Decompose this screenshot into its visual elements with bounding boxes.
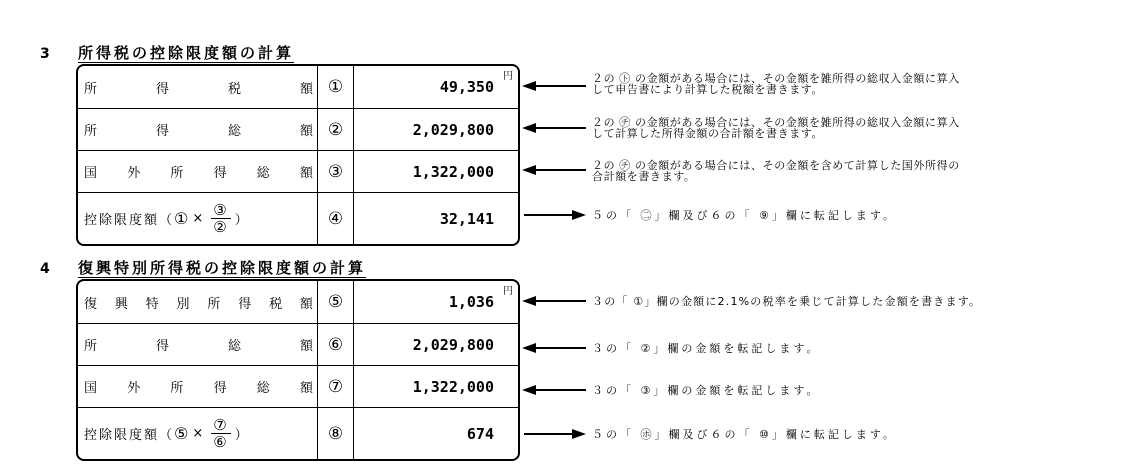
note-deduction-limit: ５の「 ㊁」欄及び６の「 ⑨」欄に転記します。	[592, 209, 897, 222]
section-3-title: 所得税の控除限度額の計算	[78, 44, 295, 62]
note-foreign-income: ２の ㋠ の金額がある場合には、その金額を含めて計算した国外所得の 合計額を書きます。	[592, 159, 960, 183]
value-field[interactable]: 674	[466, 424, 494, 443]
arrow-right-icon	[524, 429, 586, 439]
label-income-tax: 所 得 税 額	[78, 66, 318, 108]
section-4-title: 復興特別所得税の控除限度額の計算	[78, 259, 367, 277]
fraction: $\frac{\text{③}}{\text{②}}$	[213, 201, 229, 236]
circle-number: ③	[318, 151, 354, 192]
label-total-income: 所 得 総 額	[78, 324, 318, 365]
value-field[interactable]: 2,029,800	[412, 335, 494, 354]
circle-number: ①	[318, 66, 354, 108]
unit-label: 円	[503, 286, 513, 297]
arrow-left-icon	[522, 165, 586, 175]
arrow-left-icon	[522, 81, 586, 91]
value-field[interactable]: 円 1,036	[354, 281, 518, 323]
value-field[interactable]: 32,141	[439, 209, 494, 228]
note-foreign-income-4: ３の「 ③」欄の金額を転記します。	[592, 384, 821, 397]
arrow-left-icon	[522, 385, 586, 395]
circle-number: ⑦	[318, 366, 354, 407]
note-income-tax: ２の ㋣ の金額がある場合には、その金額を雑所得の総収入金額に算入 して申告書により計算した税額を書きます。	[592, 72, 960, 96]
label-reconstruction-tax: 復 興 特 別 所 得 税 額	[78, 281, 318, 323]
circle-number: ④	[318, 193, 354, 244]
value-field[interactable]: 円 49,350	[354, 66, 518, 108]
arrow-left-icon	[522, 343, 586, 353]
arrow-left-icon	[522, 296, 586, 306]
arrow-right-icon	[524, 210, 586, 220]
value-field[interactable]: 1,322,000	[412, 162, 494, 181]
circle-number: ⑤	[318, 281, 354, 323]
label-foreign-income: 国 外 所 得 総 額	[78, 366, 318, 407]
unit-label: 円	[503, 71, 513, 82]
value-field[interactable]: 2,029,800	[412, 120, 494, 139]
circle-number: ⑧	[318, 408, 354, 459]
circle-number: ②	[318, 109, 354, 150]
note-total-income-4: ３の「 ②」欄の金額を転記します。	[592, 342, 821, 355]
label-foreign-income: 国 外 所 得 総 額	[78, 151, 318, 192]
arrow-left-icon	[522, 123, 586, 133]
circle-number: ⑥	[318, 324, 354, 365]
note-total-income: ２の ㋠ の金額がある場合には、その金額を雑所得の総収入金額に算入 して計算した所得金額の合計額を書きます。	[592, 116, 960, 140]
label-deduction-limit-formula: 控除限度額（ ① × $\frac{\text{③}}{\text{②}}$ ）	[78, 193, 318, 244]
note-deduction-limit-4: ５の「 ㋭」欄及び６の「 ⑩」欄に転記します。	[592, 428, 897, 441]
value-field[interactable]: 1,322,000	[412, 377, 494, 396]
fraction: $\frac{\text{⑦}}{\text{⑥}}$	[213, 416, 229, 451]
label-deduction-limit-formula: 控除限度額（ ⑤ × $\frac{\text{⑦}}{\text{⑥}}$ ）	[78, 408, 318, 459]
note-reconstruction-tax: ３の「 ①」欄の金額に2.1%の税率を乗じて計算した金額を書きます。	[592, 295, 982, 308]
label-total-income: 所 得 総 額	[78, 109, 318, 150]
section-3-number: 3	[40, 46, 50, 62]
section-4-number: 4	[40, 261, 50, 277]
